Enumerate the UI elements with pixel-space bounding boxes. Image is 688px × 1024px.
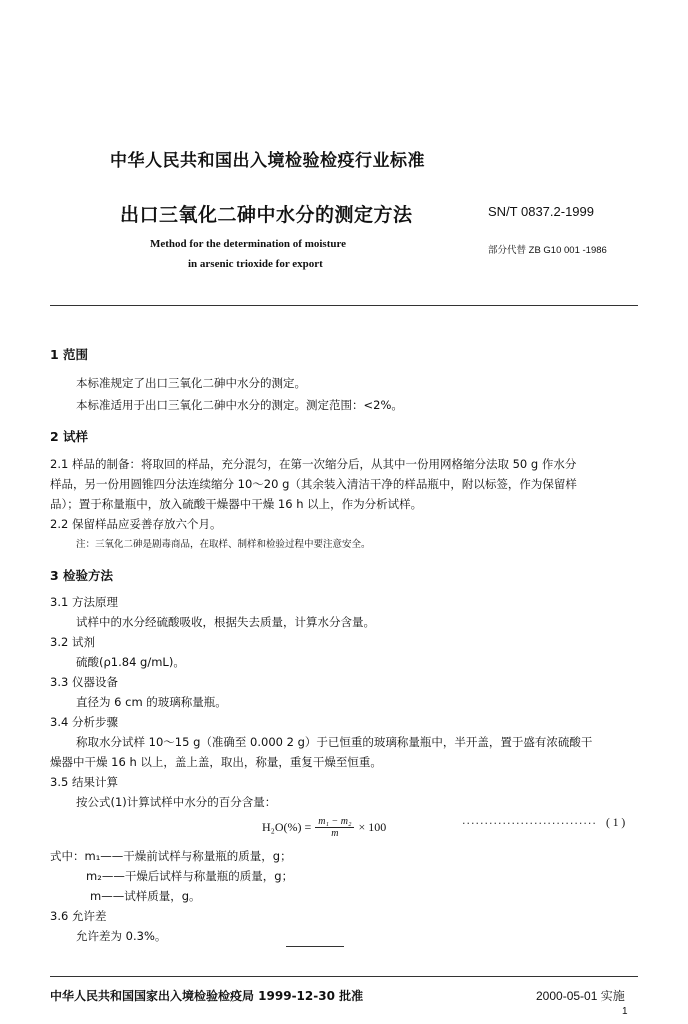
section-1-heading: 1 范围 — [50, 347, 89, 362]
footer-divider — [50, 976, 638, 977]
section-2-heading: 2 试样 — [50, 429, 89, 444]
formula-numerator: m₁ − m₂ — [315, 816, 354, 828]
formula-number: ( 1 ) — [606, 817, 626, 829]
section-3-4-line-2: 燥器中干燥 16 h 以上，盖上盖，取出，称量，重复干燥至恒重。 — [50, 755, 382, 769]
section-3-4-line-1: 称取水分试样 10～15 g（准确至 0.000 2 g）于已恒重的玻璃称量瓶中，半开盖，置于盛有浓硫酸干 — [76, 735, 593, 749]
section-1-paragraph-1: 本标准规定了出口三氧化二砷中水分的测定。 — [76, 376, 306, 390]
english-title-line-2: in arsenic trioxide for export — [188, 258, 323, 270]
document-title: 出口三氧化二砷中水分的测定方法 — [120, 204, 413, 226]
replaces-note: 部分代替 ZB G10 001 -1986 — [488, 245, 607, 256]
section-1-paragraph-2: 本标准适用于出口三氧化二砷中水分的测定。测定范围：<2%。 — [76, 398, 403, 412]
section-3-2-heading: 3.2 试剂 — [50, 635, 95, 649]
section-3-4-heading: 3.4 分析步骤 — [50, 715, 118, 729]
section-2-1-line-2: 样品，另一份用圆锥四分法连续缩分 10～20 g（其余装入清洁干净的样品瓶中，附以标签，作为保留样 — [50, 477, 577, 491]
industry-standard-heading: 中华人民共和国出入境检验检疫行业标准 — [110, 151, 425, 171]
formula-fraction — [315, 816, 354, 839]
section-3-6-text: 允许差为 0.3%。 — [76, 929, 167, 943]
section-3-3-text: 直径为 6 cm 的玻璃称量瓶。 — [76, 695, 227, 709]
formula-leader-dots: ······························ — [462, 817, 597, 830]
section-3-6-heading: 3.6 允许差 — [50, 909, 107, 923]
approval-line: 中华人民共和国国家出入境检验检疫局 1999-12-30 批准 — [50, 989, 364, 1003]
section-3-heading: 3 检验方法 — [50, 568, 114, 583]
where-m: m——试样质量，g。 — [90, 889, 201, 903]
section-3-1-text: 试样中的水分经硫酸吸收，根据失去质量，计算水分含量。 — [76, 615, 375, 629]
section-2-1-line-1: 2.1 样品的制备：将取回的样品，充分混匀，在第一次缩分后，从其中一份用网格缩分法取 50 g 作水分 — [50, 457, 577, 471]
where-m1: 式中：m₁——干燥前试样与称量瓶的质量，g； — [50, 849, 292, 863]
section-3-3-heading: 3.3 仪器设备 — [50, 675, 118, 689]
english-title-line-1: Method for the determination of moisture — [150, 238, 347, 250]
section-2-2: 2.2 保留样品应妥善存放六个月。 — [50, 517, 222, 531]
section-3-5-heading: 3.5 结果计算 — [50, 775, 118, 789]
where-m2: m₂——干燥后试样与称量瓶的质量，g； — [86, 869, 294, 883]
moisture-formula — [262, 816, 386, 839]
section-3-5-text: 按公式(1)计算试样中水分的百分含量： — [76, 795, 277, 809]
safety-note: 注：三氧化二砷是剧毒商品，在取样、制样和检验过程中要注意安全。 — [76, 539, 371, 550]
standard-number: SN/T 0837.2-1999 — [488, 204, 594, 219]
section-3-1-heading: 3.1 方法原理 — [50, 595, 118, 609]
formula-denominator: m — [331, 828, 339, 839]
end-rule — [286, 946, 344, 947]
formula-rhs: × 100 — [358, 820, 387, 834]
header-divider — [50, 305, 638, 306]
implementation-date: 2000-05-01 实施 — [536, 989, 625, 1003]
section-2-1-line-3: 品）；置于称量瓶中，放入硫酸干燥器中干燥 16 h 以上，作为分析试样。 — [50, 497, 423, 511]
section-3-2-text: 硫酸(ρ1.84 g/mL)。 — [76, 655, 185, 669]
formula-lhs: H₂O(%) = — [262, 820, 312, 834]
page-number: 1 — [622, 1006, 628, 1017]
